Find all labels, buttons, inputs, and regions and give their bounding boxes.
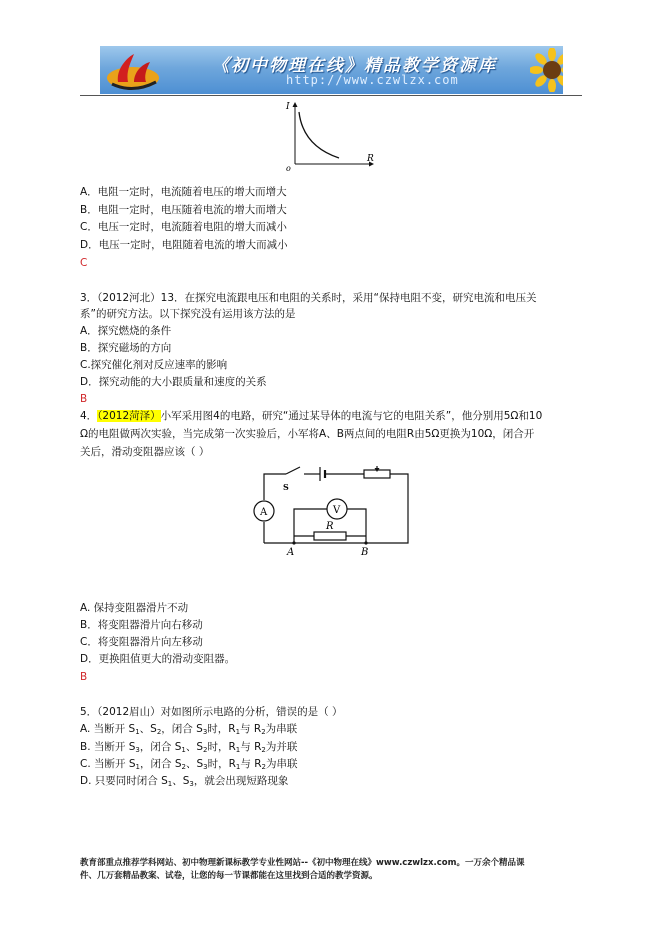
q2-option-a: A．电阻一定时，电流随着电压的增大而增大 xyxy=(80,186,287,198)
graph-origin-label: o xyxy=(286,164,291,172)
graph-x-label: R xyxy=(367,154,374,164)
voltmeter-label: V xyxy=(333,505,341,516)
footer-line-1: 教育部重点推荐学科网站、初中物理新课标教学专业性网站--《初中物理在线》www.czwlzx.com。一万余个精品课 xyxy=(80,858,525,868)
q4-option-c: C．将变阻器滑片向左移动 xyxy=(80,636,203,648)
q2-answer: C xyxy=(80,257,88,269)
q3-option-a: A．探究燃烧的条件 xyxy=(80,325,172,337)
q3-stem-line-2: 系”的研究方法。以下探究没有运用该方法的是 xyxy=(80,308,296,320)
site-url[interactable]: http://www.czwlzx.com xyxy=(286,73,459,87)
q4-source-highlight: （2012菏泽） xyxy=(97,410,161,422)
q3-answer: B xyxy=(80,393,88,405)
q3-option-c: C.探究催化剂对反应速率的影响 xyxy=(80,359,228,371)
q5-stem: 5．（2012眉山）对如图所示电路的分析，错误的是（ ） xyxy=(80,706,343,718)
site-title: 《初中物理在线》精品教学资源库 xyxy=(212,56,497,76)
q2-option-d: D．电压一定时，电阻随着电流的增大而减小 xyxy=(80,239,288,251)
header-banner xyxy=(100,46,563,94)
q4-stem-line-2: Ω的电阻做两次实验，当完成第一次实验后，小军将A、B两点间的电阻R由5Ω更换为10Ω，闭合开 xyxy=(80,428,535,440)
q4-stem-text-1: 小军采用图4的电路，研究“通过某导体的电流与它的电阻关系”，他分别用5Ω和10 xyxy=(160,410,543,422)
q4-answer: B xyxy=(80,671,88,683)
q4-option-a: A. 保持变阻器滑片不动 xyxy=(80,602,189,614)
q4-number: 4． xyxy=(80,410,98,422)
sunflower-icon xyxy=(530,48,563,92)
header-divider xyxy=(80,95,582,96)
q4-stem-line-3: 关后，滑动变阻器应该（ ） xyxy=(80,446,210,458)
i-r-graph xyxy=(283,100,375,172)
switch-label: S xyxy=(283,482,289,492)
resistor-label: R xyxy=(326,521,334,532)
q3-stem-line-1: 3．（2012河北）13．在探究电流跟电压和电阻的关系时，采用“保持电阻不变，研究电流和电压关 xyxy=(80,292,537,304)
circuit-diagram xyxy=(248,466,413,556)
q3-option-b: B．探究磁场的方向 xyxy=(80,342,172,354)
site-logo-icon xyxy=(104,48,162,92)
q2-option-b: B．电阻一定时，电压随着电流的增大而增大 xyxy=(80,204,287,216)
graph-y-label: I xyxy=(286,102,290,112)
ammeter-label: A xyxy=(260,507,268,518)
q5-option-d: D. 只要同时闭合 $S_1$、$S_3$，就会出现短路现象 xyxy=(80,775,289,788)
point-a-label: A xyxy=(287,547,295,556)
point-b-label: B xyxy=(361,547,369,556)
q2-option-c: C．电压一定时，电流随着电阻的增大而减小 xyxy=(80,221,287,233)
q3-option-d: D．探究动能的大小跟质量和速度的关系 xyxy=(80,376,267,388)
q5-option-b: B. 当断开 $S_3$，闭合 $S_1$、$S_2$时，$R_1$与 $R_2$为并联 xyxy=(80,741,298,754)
q4-option-d: D．更换阻值更大的滑动变阻器。 xyxy=(80,653,236,665)
footer-line-2: 件、几万套精品教案、试卷，让您的每一节课都能在这里找到合适的教学资源。 xyxy=(80,871,378,881)
q5-option-a: A. 当断开 $S_1$、$S_2$，闭合 $S_3$时，$R_1$与 $R_2$为串联 xyxy=(80,723,298,736)
q4-stem-line-1 xyxy=(80,409,542,423)
q5-option-c: C. 当断开 $S_1$，闭合 $S_2$、$S_3$时，$R_1$与 $R_2$为串联 xyxy=(80,758,298,771)
q4-option-b: B．将变阻器滑片向右移动 xyxy=(80,619,203,631)
